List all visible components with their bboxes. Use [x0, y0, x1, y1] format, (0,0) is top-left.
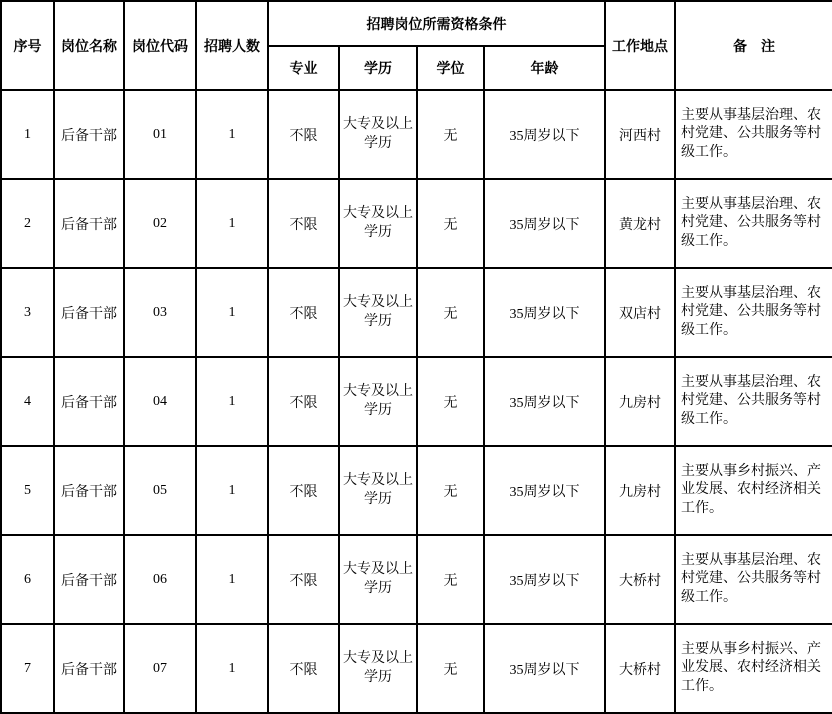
- cell-remark: 主要从事基层治理、农村党建、公共服务等村级工作。: [675, 357, 832, 446]
- cell-location: 大桥村: [605, 624, 675, 713]
- cell-remark: 主要从事基层治理、农村党建、公共服务等村级工作。: [675, 268, 832, 357]
- table-row: [1, 535, 832, 624]
- cell-education: 大专及以上学历: [339, 624, 417, 713]
- cell-education: 大专及以上学历: [339, 446, 417, 535]
- cell-major: 不限: [268, 446, 339, 535]
- cell-degree: 无: [417, 90, 484, 179]
- cell-location: 九房村: [605, 446, 675, 535]
- cell-major: 不限: [268, 268, 339, 357]
- table-row: [1, 268, 832, 357]
- cell-remark: 主要从事基层治理、农村党建、公共服务等村级工作。: [675, 535, 832, 624]
- cell-serial: 7: [1, 624, 54, 713]
- cell-recruit-count: 1: [196, 624, 268, 713]
- cell-major: 不限: [268, 357, 339, 446]
- cell-location: 大桥村: [605, 535, 675, 624]
- cell-job-name: 后备干部: [54, 357, 124, 446]
- cell-location: 黄龙村: [605, 179, 675, 268]
- cell-major: 不限: [268, 179, 339, 268]
- cell-serial: 3: [1, 268, 54, 357]
- cell-job-code: 06: [124, 535, 196, 624]
- table-row: [1, 357, 832, 446]
- header-education: 学历: [339, 46, 417, 90]
- cell-job-name: 后备干部: [54, 624, 124, 713]
- cell-age: 35周岁以下: [484, 624, 605, 713]
- cell-age: 35周岁以下: [484, 535, 605, 624]
- cell-degree: 无: [417, 357, 484, 446]
- cell-education: 大专及以上学历: [339, 90, 417, 179]
- cell-recruit-count: 1: [196, 268, 268, 357]
- cell-job-code: 01: [124, 90, 196, 179]
- cell-location: 双店村: [605, 268, 675, 357]
- cell-serial: 2: [1, 179, 54, 268]
- header-work-location: 工作地点: [605, 1, 675, 90]
- cell-age: 35周岁以下: [484, 90, 605, 179]
- cell-degree: 无: [417, 624, 484, 713]
- cell-major: 不限: [268, 535, 339, 624]
- cell-education: 大专及以上学历: [339, 179, 417, 268]
- header-job-code: 岗位代码: [124, 1, 196, 90]
- cell-remark: 主要从事乡村振兴、产业发展、农村经济相关工作。: [675, 446, 832, 535]
- cell-job-code: 03: [124, 268, 196, 357]
- cell-remark: 主要从事基层治理、农村党建、公共服务等村级工作。: [675, 179, 832, 268]
- cell-major: 不限: [268, 90, 339, 179]
- cell-recruit-count: 1: [196, 446, 268, 535]
- header-row-top: [1, 1, 832, 46]
- cell-job-code: 04: [124, 357, 196, 446]
- table-row: [1, 179, 832, 268]
- cell-remark: 主要从事基层治理、农村党建、公共服务等村级工作。: [675, 90, 832, 179]
- header-recruit-count: 招聘人数: [196, 1, 268, 90]
- cell-job-name: 后备干部: [54, 535, 124, 624]
- cell-location: 九房村: [605, 357, 675, 446]
- cell-serial: 5: [1, 446, 54, 535]
- cell-recruit-count: 1: [196, 90, 268, 179]
- table-row: [1, 446, 832, 535]
- cell-serial: 6: [1, 535, 54, 624]
- cell-age: 35周岁以下: [484, 446, 605, 535]
- table-row: [1, 624, 832, 713]
- cell-recruit-count: 1: [196, 357, 268, 446]
- cell-recruit-count: 1: [196, 535, 268, 624]
- cell-serial: 4: [1, 357, 54, 446]
- cell-education: 大专及以上学历: [339, 535, 417, 624]
- header-serial: 序号: [1, 1, 54, 90]
- cell-recruit-count: 1: [196, 179, 268, 268]
- header-qualifications-group: 招聘岗位所需资格条件: [268, 1, 605, 46]
- cell-job-name: 后备干部: [54, 179, 124, 268]
- cell-job-code: 05: [124, 446, 196, 535]
- cell-degree: 无: [417, 535, 484, 624]
- cell-job-code: 07: [124, 624, 196, 713]
- cell-education: 大专及以上学历: [339, 268, 417, 357]
- cell-age: 35周岁以下: [484, 268, 605, 357]
- cell-remark: 主要从事乡村振兴、产业发展、农村经济相关工作。: [675, 624, 832, 713]
- header-degree: 学位: [417, 46, 484, 90]
- cell-major: 不限: [268, 624, 339, 713]
- cell-job-code: 02: [124, 179, 196, 268]
- header-major: 专业: [268, 46, 339, 90]
- cell-job-name: 后备干部: [54, 446, 124, 535]
- table-row: [1, 90, 832, 179]
- cell-serial: 1: [1, 90, 54, 179]
- cell-education: 大专及以上学历: [339, 357, 417, 446]
- cell-degree: 无: [417, 446, 484, 535]
- cell-job-name: 后备干部: [54, 268, 124, 357]
- header-job-name: 岗位名称: [54, 1, 124, 90]
- cell-age: 35周岁以下: [484, 357, 605, 446]
- cell-location: 河西村: [605, 90, 675, 179]
- cell-job-name: 后备干部: [54, 90, 124, 179]
- cell-degree: 无: [417, 268, 484, 357]
- cell-degree: 无: [417, 179, 484, 268]
- cell-age: 35周岁以下: [484, 179, 605, 268]
- header-age: 年龄: [484, 46, 605, 90]
- header-remark: 备 注: [675, 1, 832, 90]
